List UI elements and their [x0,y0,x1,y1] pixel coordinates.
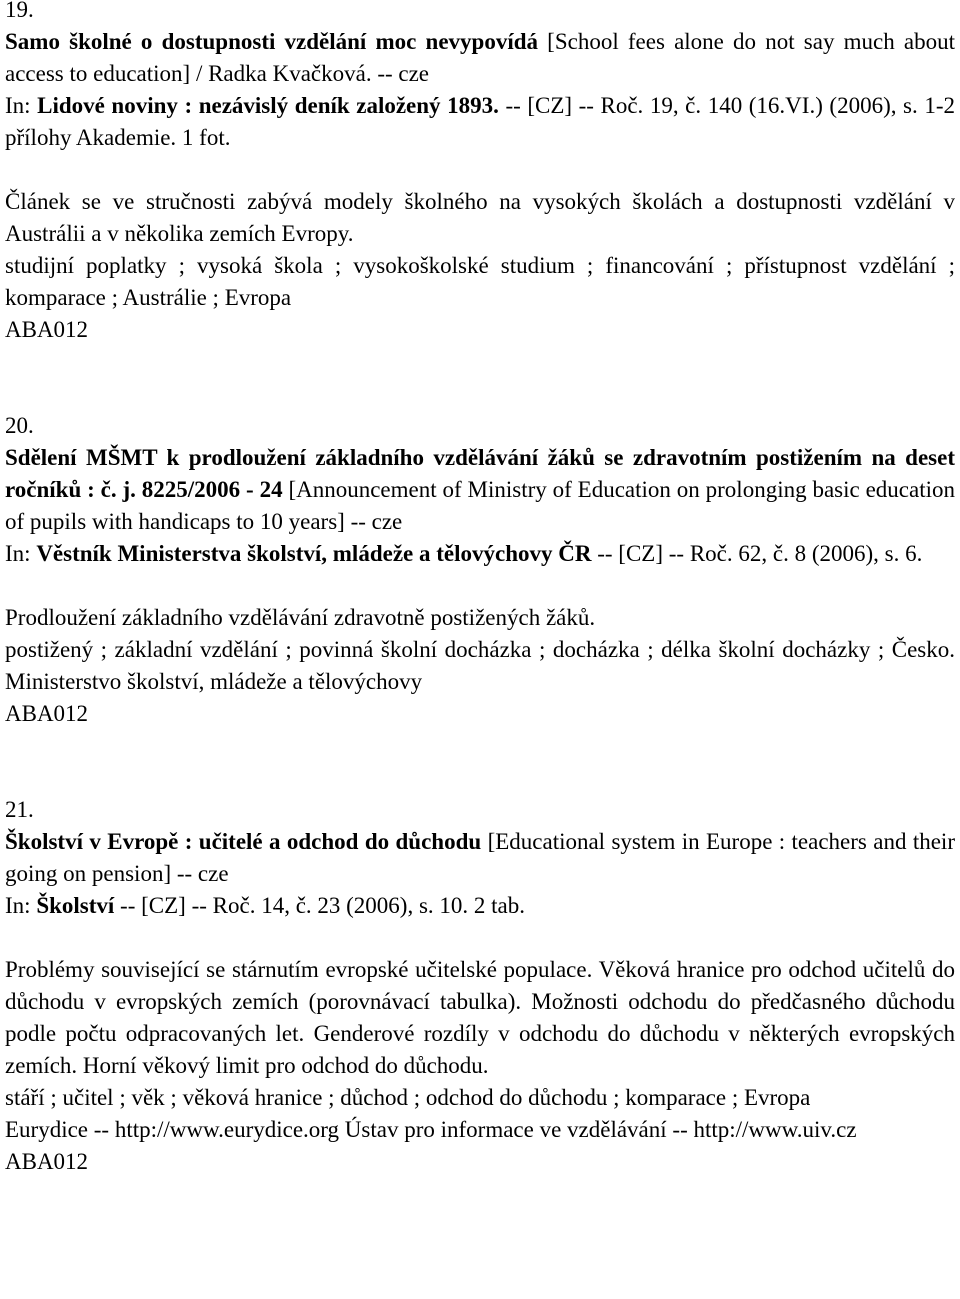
entry-title-rest: [Educational system in Europe : teachers and their going on pension] -- cze [5,829,955,886]
entry-keywords: stáří ; učitel ; věk ; věková hranice ; důchod ; odchod do důchodu ; komparace ; Evropa [5,1085,811,1110]
entry-title [5,826,955,890]
entry-title-rest: [School fees alone do not say much about access to education] / Radka Kvačková. -- cze [5,29,955,86]
entry-keywords: postižený ; základní vzdělání ; povinná školní docházka ; docházka ; délka školní docházky ; Česko. Ministerstvo školství, mládeže a tělovýchovy [5,637,955,694]
bibliography-page [5,0,955,1178]
entry-links: Eurydice -- http://www.eurydice.org Ústav pro informace ve vzdělávání -- http://www.uiv.cz [5,1117,857,1142]
entry-number: 19. [5,0,34,22]
bibliography-entry-20 [5,410,955,730]
entry-abstract: Prodloužení základního vzdělávání zdravotně postižených žáků. [5,605,596,630]
entry-source [5,538,955,570]
bibliography-entry-21 [5,794,955,1178]
entry-title-bold: Školství v Evropě : učitelé a odchod do důchodu [5,829,482,854]
entry-source-rest: -- [CZ] -- Roč. 14, č. 23 (2006), s. 10. 2 tab. [114,893,526,918]
entry-source-prefix: In: [5,93,38,118]
entry-source-bold: Školství [36,893,115,918]
entry-code: ABA012 [5,701,89,726]
entry-number: 20. [5,413,34,438]
entry-source-bold: Lidové noviny : nezávislý deník založený 1893. [37,93,499,118]
entry-source-rest: -- [CZ] -- Roč. 62, č. 8 (2006), s. 6. [591,541,923,566]
entry-source-prefix: In: [5,541,37,566]
bibliography-entry-19 [5,0,955,346]
entry-source [5,890,955,922]
entry-title-rest: [Announcement of Ministry of Education on prolonging basic education of pupils with handicaps to 10 years] -- cze [5,477,955,534]
entry-title-bold: Samo školné o dostupnosti vzdělání moc nevypovídá [5,29,538,54]
entry-source-rest: -- [CZ] -- Roč. 19, č. 140 (16.VI.) (2006), s. 1-2 přílohy Akademie. 1 fot. [5,93,955,150]
entry-abstract: Problémy související se stárnutím evropské učitelské populace. Věková hranice pro odchod učitelů do důchodu v evropských zemích (porovnávací tabulka). Možnosti odchodu do předčasného důchodu podle počtu odpracovaných let. Genderové rozdíly v odchodu do důchodu v některých evropských zemích. Horní věkový limit pro odchod do důchodu. [5,957,955,1078]
entry-keywords: studijní poplatky ; vysoká škola ; vysokoškolské studium ; financování ; přístupnost vzdělání ; komparace ; Austrálie ; Evropa [5,253,955,310]
entry-abstract: Článek se ve stručnosti zabývá modely školného na vysokých školách a dostupnosti vzdělání v Austrálii a v několika zemích Evropy. [5,189,955,246]
entry-code: ABA012 [5,317,89,342]
entry-title [5,442,955,538]
entry-code: ABA012 [5,1149,89,1174]
entry-number: 21. [5,797,34,822]
entry-title-bold: Sdělení MŠMT k prodloužení základního vzdělávání žáků se zdravotním postižením na deset ročníků : č. j. 8225/2006 - 24 [5,445,955,502]
entry-title [5,26,955,90]
entry-source-bold: Věstník Ministerstva školství, mládeže a tělovýchovy ČR [36,541,592,566]
entry-source [5,90,955,154]
entry-source-prefix: In: [5,893,37,918]
